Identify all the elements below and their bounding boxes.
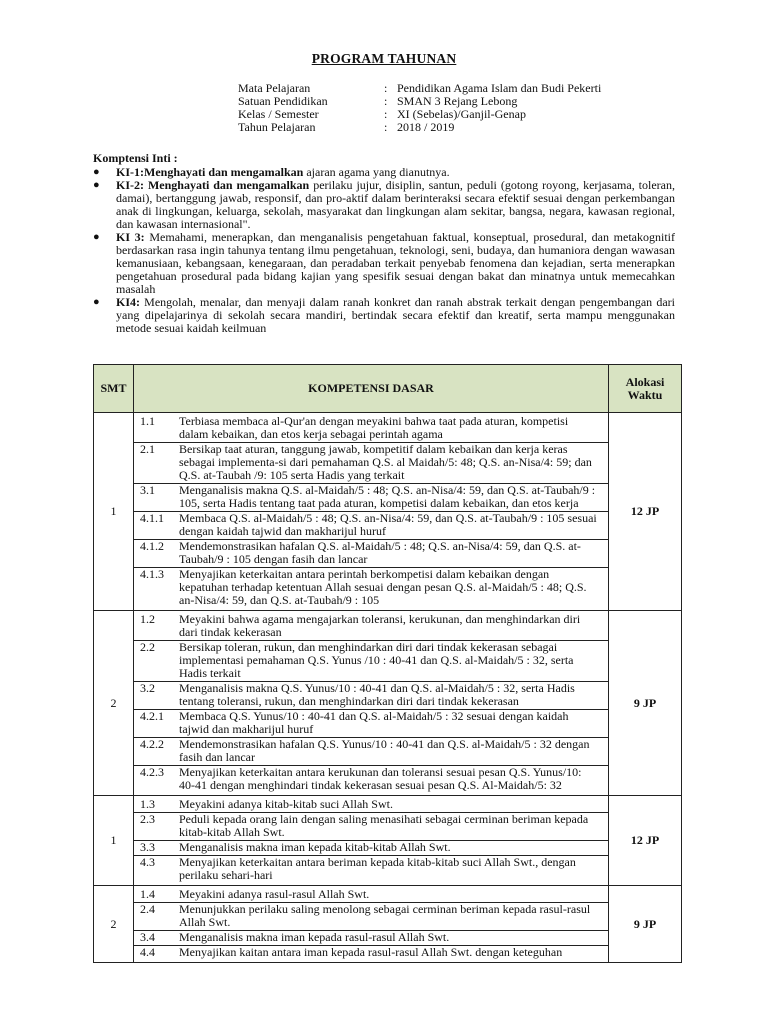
meta-info [238, 82, 677, 134]
table-row [94, 611, 682, 796]
meta-key: Tahun Pelajaran [238, 120, 316, 134]
kd-item [134, 443, 608, 484]
kd-number: 1.2 [140, 612, 155, 626]
ki-item-label: KI 3: [116, 230, 145, 244]
table-row [94, 886, 682, 963]
semester-cell: 1 [94, 413, 134, 611]
meta-row [238, 121, 677, 134]
kd-number: 3.1 [140, 483, 155, 497]
kd-item [134, 738, 608, 766]
kd-number: 3.2 [140, 681, 155, 695]
kd-item [134, 710, 608, 738]
kd-number: 4.2.2 [140, 737, 164, 751]
ki-item-label: KI-2: Menghayati dan mengamalkan [116, 178, 310, 192]
kd-number: 4.3 [140, 855, 155, 869]
kd-number: 4.2.3 [140, 765, 164, 779]
page-title: PROGRAM TAHUNAN [311, 51, 457, 66]
bullet-icon: ● [93, 166, 100, 178]
meta-value: SMAN 3 Rejang Lebong [397, 94, 518, 108]
kd-number: 4.1.3 [140, 567, 164, 581]
kd-number: 3.3 [140, 840, 155, 854]
kd-item [134, 766, 608, 793]
ki-item-label: KI4: [116, 295, 140, 309]
kd-number: 4.4 [140, 945, 155, 959]
ki-item-text: Mengolah, menalar, dan menyaji dalam ranah konkret dan ranah abstrak terkait dengan pengembangan dari yang dipelajarinya di sekolah secara mandiri, bertindak secara efektif dan kreatif, serta mampu menggunakan metode sesuai kaidah keilmuan [116, 295, 675, 335]
kd-item [134, 415, 608, 443]
kd-text: Menganalisis makna iman kepada kitab-kitab Allah Swt. [179, 840, 451, 854]
ki-list [93, 166, 675, 335]
kd-item [134, 682, 608, 710]
alokasi-waktu-cell: 12 JP [609, 796, 682, 886]
kd-number: 4.1.2 [140, 539, 164, 553]
kd-item [134, 512, 608, 540]
kompetensi-dasar-table [93, 364, 682, 963]
meta-value: Pendidikan Agama Islam dan Budi Pekerti [397, 81, 602, 95]
header-kompetensi-dasar: KOMPETENSI DASAR [134, 365, 609, 413]
kd-item [134, 931, 608, 946]
kompetensi-dasar-cell [134, 796, 609, 886]
semester-cell: 1 [94, 796, 134, 886]
kd-text: Menganalisis makna Q.S. al-Maidah/5 : 48; Q.S. an-Nisa/4: 59, dan Q.S. at-Taubah/9 : 105, serta Hadis tentang taat pada aturan, kompetisi dalam kebaikan, dan etos kerja [179, 483, 596, 510]
meta-value: XI (Sebelas)/Ganjil-Genap [397, 107, 526, 121]
kd-text: Menyajikan keterkaitan antara beriman kepada kitab-kitab suci Allah Swt., dengan perilaku sehari-hari [179, 855, 576, 882]
kd-item [134, 613, 608, 641]
kompetensi-dasar-cell [134, 413, 609, 611]
kd-text: Menyajikan kaitan antara iman kepada rasul-rasul Allah Swt. dengan keteguhan [179, 945, 563, 959]
kd-item [134, 484, 608, 512]
kd-item [134, 641, 608, 682]
bullet-icon: ● [93, 296, 100, 308]
meta-colon: : [384, 120, 388, 134]
table-header-row [94, 365, 682, 413]
ki-item-label: KI-1:Menghayati dan mengamalkan [116, 165, 304, 179]
kd-text: Bersikap taat aturan, tanggung jawab, kompetitif dalam kebaikan dan kerja keras sebagai implementa-si dari pemahaman Q.S. al Maidah/5: 48; Q.S. an-Nisa/4: 59; dan Q.S. at-Taubah /9: 105 serta Hadis yang terkait [179, 442, 592, 482]
semester-cell: 2 [94, 611, 134, 796]
meta-colon: : [384, 107, 388, 121]
alokasi-waktu-cell: 9 JP [609, 611, 682, 796]
semester-cell: 2 [94, 886, 134, 963]
kd-item [134, 813, 608, 841]
bullet-icon: ● [93, 179, 100, 191]
ki-item [93, 296, 675, 335]
kd-text: Menganalisis makna Q.S. Yunus/10 : 40-41 dan Q.S. al-Maidah/5 : 32, serta Hadis tentang toleransi, rukun, dan menghindarkan diri dari tindak kekerasan [179, 681, 575, 708]
header-smt: SMT [94, 365, 134, 413]
kd-text: Meyakini bahwa agama mengajarkan toleransi, kerukunan, dan menghindarkan diri dari tindak kekerasan [179, 612, 581, 639]
table-row [94, 413, 682, 611]
kd-number: 1.1 [140, 414, 155, 428]
table-row [94, 796, 682, 886]
kd-text: Bersikap toleran, rukun, dan menghindarkan diri dari tindak kekerasan sebagai implementasi pemahaman Q.S. Yunus /10 : 40-41 dan Q.S. al-Maidah/5 : 32, serta Hadis terkait [179, 640, 574, 680]
kd-number: 4.1.1 [140, 511, 164, 525]
kd-number: 4.2.1 [140, 709, 164, 723]
meta-value: 2018 / 2019 [397, 120, 455, 134]
kd-item [134, 903, 608, 931]
meta-key: Kelas / Semester [238, 107, 319, 121]
kd-number: 1.4 [140, 887, 155, 901]
kd-item [134, 856, 608, 883]
kd-text: Terbiasa membaca al-Qur'an dengan meyakini bahwa taat pada aturan, kompetisi dalam kebaikan, dan etos kerja sebagai perintah agama [179, 414, 569, 441]
kd-text: Membaca Q.S. al-Maidah/5 : 48; Q.S. an-Nisa/4: 59, dan Q.S. at-Taubah/9 : 105 sesuai dengan kaidah tajwid dan makharijul huruf [179, 511, 597, 538]
header-alokasi-waktu: Alokasi Waktu [609, 365, 682, 413]
kd-item [134, 946, 608, 960]
kd-item [134, 888, 608, 903]
ki-item [93, 179, 675, 231]
kd-text: Membaca Q.S. Yunus/10 : 40-41 dan Q.S. al-Maidah/5 : 32 sesuai dengan kaidah tajwid dan makharijul huruf [179, 709, 569, 736]
kd-text: Menunjukkan perilaku saling menolong sebagai cerminan beriman kepada rasul-rasul Allah Swt. [179, 902, 591, 929]
alokasi-waktu-cell: 12 JP [609, 413, 682, 611]
meta-colon: : [384, 81, 388, 95]
kd-text: Meyakini adanya rasul-rasul Allah Swt. [179, 887, 370, 901]
meta-colon: : [384, 94, 388, 108]
kd-number: 2.2 [140, 640, 155, 654]
kd-text: Menganalisis makna iman kepada rasul-rasul Allah Swt. [179, 930, 450, 944]
ki-item-text: Memahami, menerapkan, dan menganalisis pengetahuan faktual, konseptual, prosedural, dan metakognitif berdasarkan rasa ingin tahunya tentang ilmu pengetahuan, teknologi, seni, budaya, dan humaniora dengan wawasan kemanusiaan, kebangsaan, kenegaraan, dan peradaban terkait penyebab fenomena dan kejadian, serta menerapkan pengetahuan prosedural pada bidang kajian yang spesifik sesuai dengan bakat dan minatnya untuk memecahkan masalah [116, 230, 675, 296]
kd-item [134, 798, 608, 813]
bullet-icon: ● [93, 231, 100, 243]
kompetensi-dasar-cell [134, 886, 609, 963]
kompetensi-dasar-cell [134, 611, 609, 796]
kd-number: 2.4 [140, 902, 155, 916]
kd-text: Mendemonstrasikan hafalan Q.S. al-Maidah/5 : 48; Q.S. an-Nisa/4: 59, dan Q.S. at-Taubah/9 : 105 dengan fasih dan lancar [179, 539, 581, 566]
kd-item [134, 568, 608, 608]
meta-key: Satuan Pendidikan [238, 94, 328, 108]
ki-item-text: ajaran agama yang dianutnya. [303, 165, 450, 179]
kd-number: 2.3 [140, 812, 155, 826]
kd-number: 2.1 [140, 442, 155, 456]
kd-text: Menyajikan keterkaitan antara perintah berkompetisi dalam kebaikan dengan kepatuhan terhadap ketentuan Allah sesuai dengan pesan Q.S. al-Maidah/5 : 48; Q.S. an-Nisa/4: 59, dan Q.S. at-Taubah/9 : 105 [179, 567, 587, 607]
kd-number: 1.3 [140, 797, 155, 811]
ki-heading: Komptensi Inti : [93, 151, 178, 165]
alokasi-waktu-cell: 9 JP [609, 886, 682, 963]
kd-item [134, 540, 608, 568]
kd-text: Menyajikan keterkaitan antara kerukunan dan toleransi sesuai pesan Q.S. Yunus/10: 40-41 dengan menghindari tindak kekerasan sesuai pesan Q.S. Al-Maidah/5: 32 [179, 765, 582, 792]
kd-item [134, 841, 608, 856]
ki-item-text: perilaku jujur, disiplin, santun, peduli (gotong royong, kerjasama, toleran, damai), bertanggung jawab, responsif, dan pro-aktif dalam berinteraksi secara efektif sesuai dengan perkembangan anak di lingkungan, keluarga, sekolah, masyarakat dan lingkungan alam sekitar, bangsa, negara, kawasan regional, dan kawasan internasional". [116, 178, 675, 231]
kd-text: Peduli kepada orang lain dengan saling menasihati sebagai cerminan beriman kepada kitab-kitab Allah Swt. [179, 812, 589, 839]
kd-number: 3.4 [140, 930, 155, 944]
kd-text: Meyakini adanya kitab-kitab suci Allah Swt. [179, 797, 393, 811]
kd-text: Mendemonstrasikan hafalan Q.S. Yunus/10 : 40-41 dan Q.S. al-Maidah/5 : 32 dengan fasih dan lancar [179, 737, 590, 764]
meta-key: Mata Pelajaran [238, 81, 311, 95]
ki-item [93, 231, 675, 296]
kompetensi-inti-section [93, 152, 675, 335]
